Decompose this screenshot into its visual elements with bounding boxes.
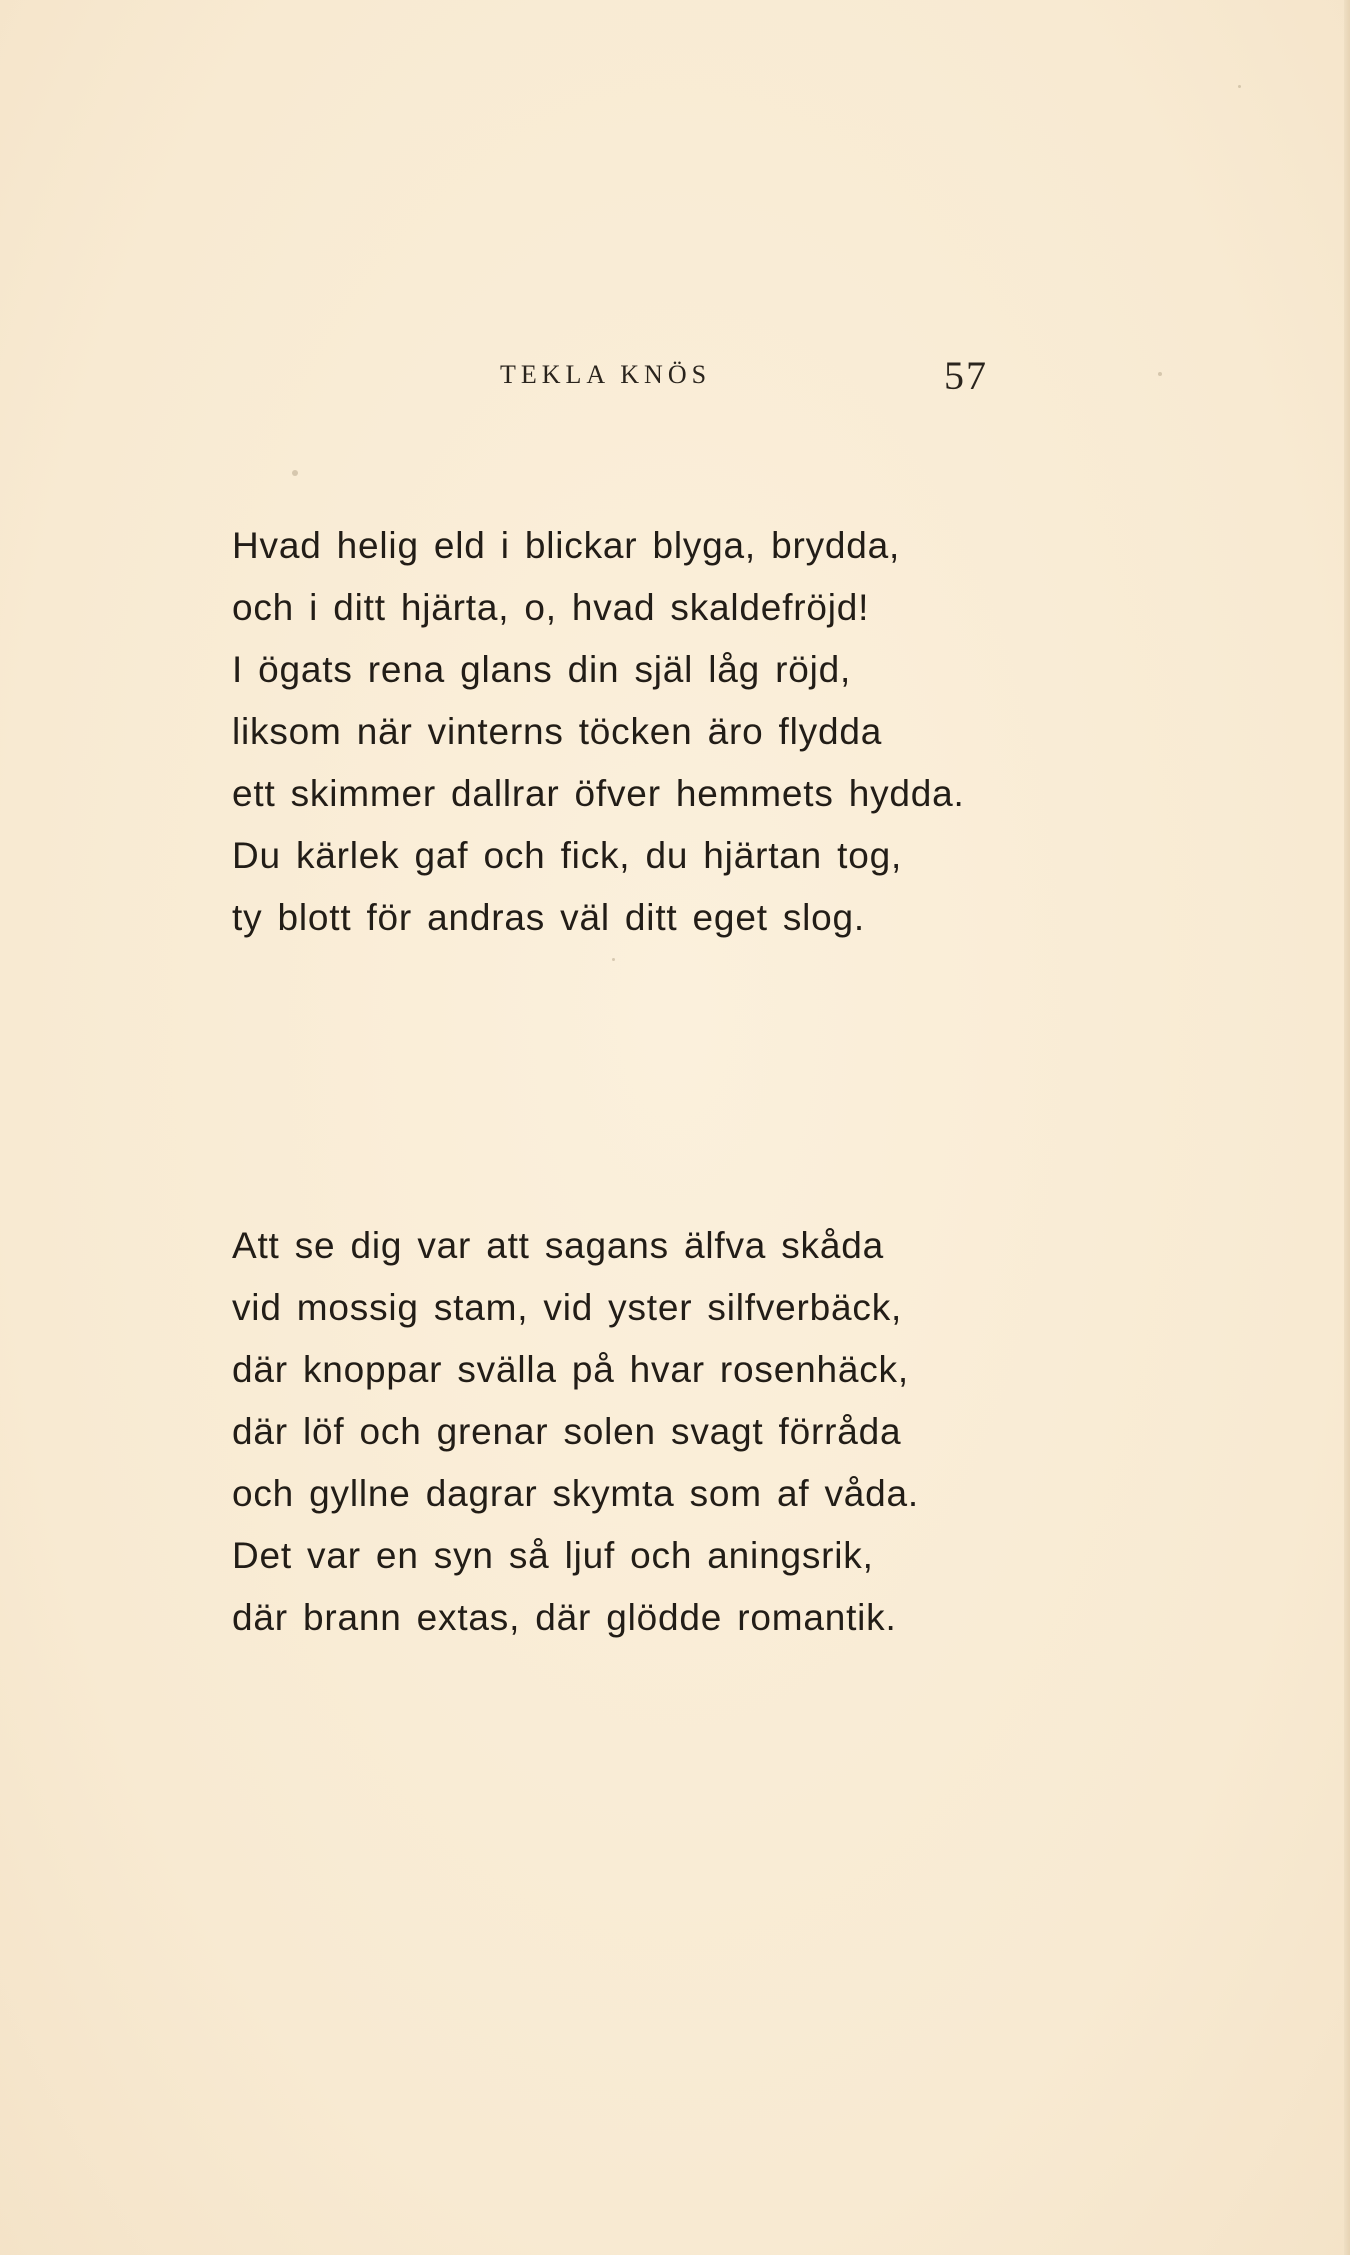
paper-speck: [292, 470, 298, 476]
verse-line: där löf och grenar solen svagt förråda: [232, 1411, 902, 1452]
verse-line: ett skimmer dallrar öfver hemmets hydda.: [232, 773, 965, 814]
verse-line: liksom när vinterns töcken äro flydda: [232, 711, 883, 752]
paper-speck: [612, 958, 615, 961]
page-edge: [1344, 0, 1350, 2255]
verse-line: I ögats rena glans din själ låg röjd,: [232, 649, 852, 690]
paper-speck: [1158, 372, 1162, 376]
verse-line: Hvad helig eld i blickar blyga, brydda,: [232, 525, 901, 566]
stanza-2: [232, 1215, 919, 1649]
stanza-1: [232, 515, 965, 949]
verse-line: Det var en syn så ljuf och aningsrik,: [232, 1535, 874, 1576]
verse-line: Att se dig var att sagans älfva skåda: [232, 1225, 884, 1266]
running-head: TEKLA KNÖS: [500, 360, 712, 389]
verse-line: och i ditt hjärta, o, hvad skaldefröjd!: [232, 587, 870, 628]
verse-line: där brann extas, där glödde romantik.: [232, 1597, 897, 1638]
verse-line: och gyllne dagrar skymta som af våda.: [232, 1473, 920, 1514]
verse-line: ty blott för andras väl ditt eget slog.: [232, 897, 866, 938]
paper-speck: [1238, 85, 1241, 88]
verse-line: där knoppar svälla på hvar rosenhäck,: [232, 1349, 909, 1390]
page-number: 57: [944, 353, 988, 398]
verse-line: vid mossig stam, vid yster silfverbäck,: [232, 1287, 903, 1328]
verse-line: Du kärlek gaf och fick, du hjärtan tog,: [232, 835, 903, 876]
